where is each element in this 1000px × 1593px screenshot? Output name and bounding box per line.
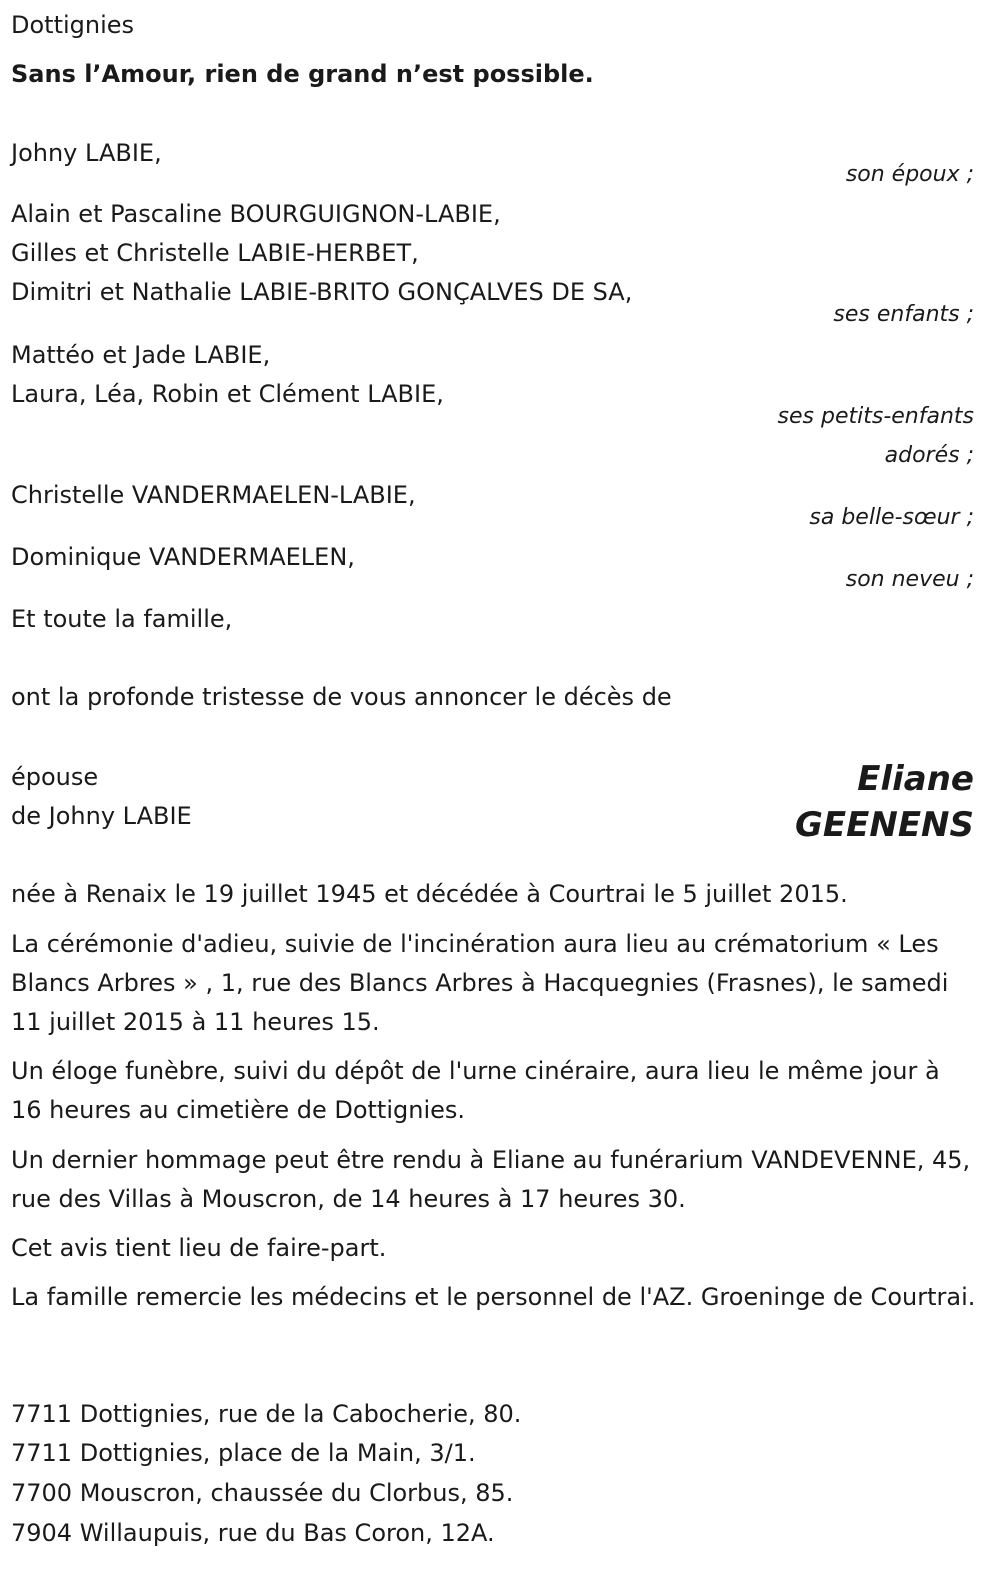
announcement: ont la profonde tristesse de vous annoncer le décès de — [11, 683, 672, 711]
eulogy-text: Un éloge funèbre, suivi du dépôt de l'urne cinéraire, aura lieu le même jour à 16 heures au cimetière de Dottignies. — [11, 1057, 940, 1124]
birth-death-text: née à Renaix le 19 juillet 1945 et décédée à Courtrai le 5 juillet 2015. — [11, 880, 848, 908]
child-line-2: Gilles et Christelle LABIE-HERBET, — [11, 239, 419, 267]
motto: Sans l’Amour, rien de grand n’est possible. — [11, 60, 594, 88]
child-line-1: Alain et Pascaline BOURGUIGNON-LABIE, — [11, 200, 501, 228]
deceased-first-name: Eliane — [857, 759, 974, 799]
children-role: ses enfants ; — [833, 302, 974, 327]
spouse-name: Johny LABIE, — [11, 139, 162, 167]
sister-in-law-name: Christelle VANDERMAELEN-LABIE, — [11, 481, 416, 509]
grandchild-line-1: Mattéo et Jade LABIE, — [11, 341, 271, 369]
address-line-4: 7904 Willaupuis, rue du Bas Coron, 12A. — [11, 1519, 495, 1547]
relation-line-1: épouse — [11, 763, 99, 791]
nephew-name: Dominique VANDERMAELEN, — [11, 543, 355, 571]
location-heading: Dottignies — [11, 11, 135, 39]
deceased-last-name: GEENENS — [795, 805, 974, 845]
relation-line-2: de Johny LABIE — [11, 802, 192, 830]
thanks-text: La famille remercie les médecins et le personnel de l'AZ. Groeninge de Courtrai. — [11, 1283, 976, 1311]
ceremony-text: La cérémonie d'adieu, suivie de l'incinération aura lieu au crématorium « Les Blancs Arbres » , 1, rue des Blancs Arbres à Hacquegnies (Frasnes), le samedi 11 juillet 2015 à 11 heures 15. — [11, 930, 949, 1036]
address-line-2: 7711 Dottignies, place de la Main, 3/1. — [11, 1439, 476, 1467]
grandchild-line-2: Laura, Léa, Robin et Clément LABIE, — [11, 380, 444, 408]
spouse-role: son époux ; — [845, 162, 974, 187]
address-line-1: 7711 Dottignies, rue de la Cabocherie, 80. — [11, 1400, 522, 1428]
nephew-role: son neveu ; — [845, 567, 974, 592]
address-line-3: 7700 Mouscron, chaussée du Clorbus, 85. — [11, 1479, 514, 1507]
sister-in-law-role: sa belle-sœur ; — [809, 505, 974, 530]
grandchildren-role-line-1: ses petits-enfants — [777, 404, 974, 429]
child-line-3: Dimitri et Nathalie LABIE-BRITO GONÇALVES DE SA, — [11, 278, 633, 306]
homage-text: Un dernier hommage peut être rendu à Eliane au funérarium VANDEVENNE, 45, rue des Villas à Mouscron, de 14 heures à 17 heures 30. — [11, 1146, 971, 1213]
grandchildren-role-line-2: adorés ; — [884, 443, 974, 468]
family-all: Et toute la famille, — [11, 605, 233, 633]
notice-text: Cet avis tient lieu de faire-part. — [11, 1234, 387, 1262]
